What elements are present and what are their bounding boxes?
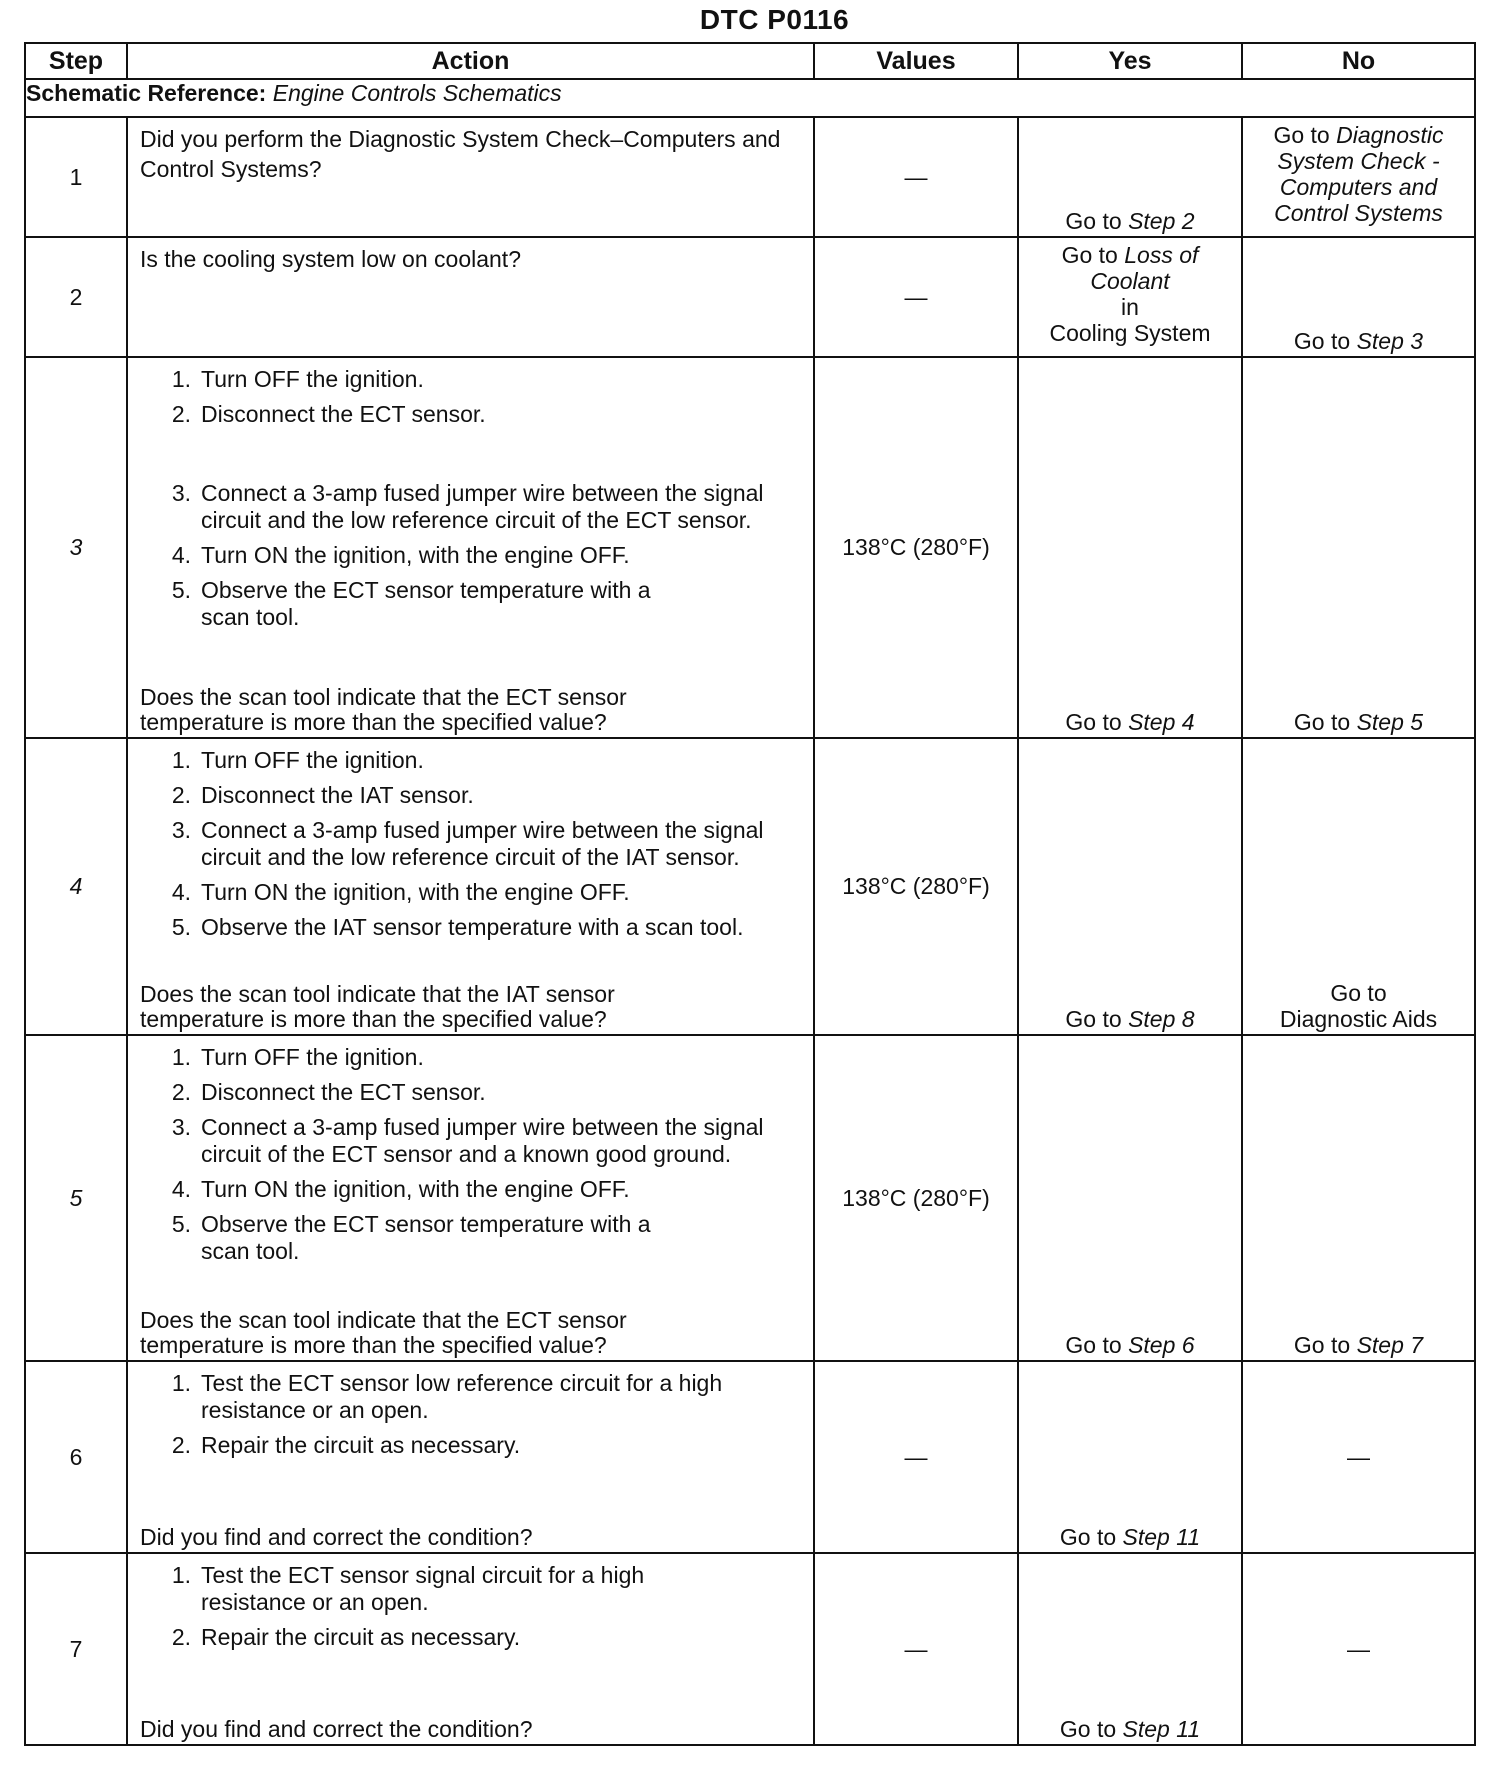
no-cell (1242, 357, 1475, 738)
list-item: 4. Turn ON the ignition, with the engine OFF. (171, 542, 630, 568)
action-steps (128, 1362, 813, 1459)
action-cell (127, 1361, 814, 1553)
yes-cell (1018, 1361, 1242, 1553)
no-link[interactable]: Go to Diagnostic System Check - Computers and Control Systems (1273, 122, 1444, 226)
action-question: Did you perform the Diagnostic System Check–Computers and Control Systems? (140, 126, 781, 182)
value-cell: 138°C (280°F) (814, 1035, 1018, 1361)
no-cell (1242, 237, 1475, 357)
step-number: 1 (25, 117, 127, 237)
list-item: 3. Connect a 3-amp fused jumper wire between the signal circuit and the low reference circuit of the ECT sensor. (171, 480, 764, 533)
step-number: 2 (25, 237, 127, 357)
list-item: 5. Observe the ECT sensor temperature with a scan tool. (171, 1211, 651, 1264)
list-item: 1. Test the ECT sensor low reference circuit for a high resistance or an open. (171, 1370, 723, 1423)
value-cell: — (814, 237, 1018, 357)
list-item: 2. Repair the circuit as necessary. (171, 1432, 521, 1458)
action-steps (128, 1554, 813, 1651)
action-question: Did you find and correct the condition? (140, 1716, 533, 1742)
action-steps (128, 1036, 813, 1265)
step-number: 3 (25, 357, 127, 738)
header-yes: Yes (1018, 43, 1242, 79)
table-row (25, 357, 1475, 738)
schematic-reference-label: Schematic Reference: (26, 80, 267, 106)
no-cell (1242, 1035, 1475, 1361)
yes-link[interactable]: Go to Step 2 (1065, 208, 1195, 234)
table-row (25, 1035, 1475, 1361)
action-question: Does the scan tool indicate that the IAT sensor temperature is more than the specified value? (140, 981, 615, 1032)
no-link[interactable]: Go to Step 3 (1293, 328, 1424, 354)
header-values: Values (814, 43, 1018, 79)
no-link[interactable]: Go to Step 5 (1293, 709, 1424, 735)
table-row (25, 117, 1475, 237)
header-step: Step (25, 43, 127, 79)
action-cell (127, 1035, 814, 1361)
page-title: DTC P0116 (699, 4, 850, 35)
no-link[interactable]: Go to Diagnostic Aids (1279, 980, 1438, 1032)
action-cell (127, 237, 814, 357)
table-row (25, 1553, 1475, 1745)
yes-cell (1018, 1553, 1242, 1745)
list-item: 3. Connect a 3-amp fused jumper wire between the signal circuit of the ECT sensor and a known good ground. (171, 1114, 764, 1167)
table-row (25, 738, 1475, 1035)
action-steps (128, 358, 813, 631)
list-item: 2. Disconnect the ECT sensor. (171, 401, 486, 427)
list-item: 2. Repair the circuit as necessary. (171, 1624, 521, 1650)
step-number: 5 (25, 1035, 127, 1361)
list-item: 1. Turn OFF the ignition. (171, 366, 424, 392)
yes-link[interactable]: Go to Step 11 (1059, 1716, 1201, 1742)
action-cell (127, 117, 814, 237)
yes-link[interactable]: Go to Step 4 (1065, 709, 1195, 735)
header-row (25, 43, 1475, 79)
no-value: — (1347, 1636, 1370, 1662)
action-question: Does the scan tool indicate that the ECT sensor temperature is more than the specified value? (140, 684, 627, 735)
value-cell: — (814, 1361, 1018, 1553)
list-item: 1. Test the ECT sensor signal circuit for a high resistance or an open. (171, 1562, 645, 1615)
schematic-reference-link[interactable]: Engine Controls Schematics (272, 80, 562, 106)
schematic-reference-row (25, 79, 1475, 117)
yes-link[interactable]: Go to Step 11 (1059, 1524, 1201, 1550)
no-cell (1242, 1361, 1475, 1553)
table-row (25, 237, 1475, 357)
schematic-reference (25, 79, 1475, 117)
yes-cell (1018, 738, 1242, 1035)
no-cell (1242, 1553, 1475, 1745)
yes-link[interactable]: Go to Step 8 (1065, 1006, 1195, 1032)
yes-cell (1018, 357, 1242, 738)
list-item: 1. Turn OFF the ignition. (171, 747, 424, 773)
no-link[interactable]: Go to Step 7 (1293, 1332, 1424, 1358)
value-cell: — (814, 1553, 1018, 1745)
yes-link[interactable]: Go to Loss of Coolant in Cooling System (1049, 242, 1211, 346)
header-action: Action (127, 43, 814, 79)
list-item: 4. Turn ON the ignition, with the engine OFF. (171, 1176, 630, 1202)
list-item: 5. Observe the IAT sensor temperature with a scan tool. (171, 914, 744, 940)
no-cell (1242, 738, 1475, 1035)
action-question: Is the cooling system low on coolant? (140, 246, 521, 272)
yes-cell (1018, 1035, 1242, 1361)
action-question: Did you find and correct the condition? (140, 1524, 533, 1550)
action-cell (127, 1553, 814, 1745)
value-cell: 138°C (280°F) (814, 738, 1018, 1035)
action-steps (128, 739, 813, 941)
no-cell (1242, 117, 1475, 237)
action-question: Does the scan tool indicate that the ECT sensor temperature is more than the specified value? (140, 1307, 627, 1358)
yes-cell (1018, 237, 1242, 357)
list-item: 2. Disconnect the IAT sensor. (171, 782, 474, 808)
step-number: 4 (25, 738, 127, 1035)
yes-link[interactable]: Go to Step 6 (1065, 1332, 1195, 1358)
value-cell: 138°C (280°F) (814, 357, 1018, 738)
action-cell (127, 357, 814, 738)
no-value: — (1347, 1444, 1370, 1470)
list-item: 4. Turn ON the ignition, with the engine OFF. (171, 879, 630, 905)
action-cell (127, 738, 814, 1035)
step-number: 6 (25, 1361, 127, 1553)
step-number: 7 (25, 1553, 127, 1745)
list-item: 5. Observe the ECT sensor temperature with a scan tool. (171, 577, 651, 630)
value-cell: — (814, 117, 1018, 237)
table-row (25, 1361, 1475, 1553)
list-item: 2. Disconnect the ECT sensor. (171, 1079, 486, 1105)
diagnostic-table (24, 42, 1476, 1746)
header-no: No (1242, 43, 1475, 79)
list-item: 1. Turn OFF the ignition. (171, 1044, 424, 1070)
list-item: 3. Connect a 3-amp fused jumper wire between the signal circuit and the low reference circuit of the IAT sensor. (171, 817, 764, 870)
yes-cell (1018, 117, 1242, 237)
